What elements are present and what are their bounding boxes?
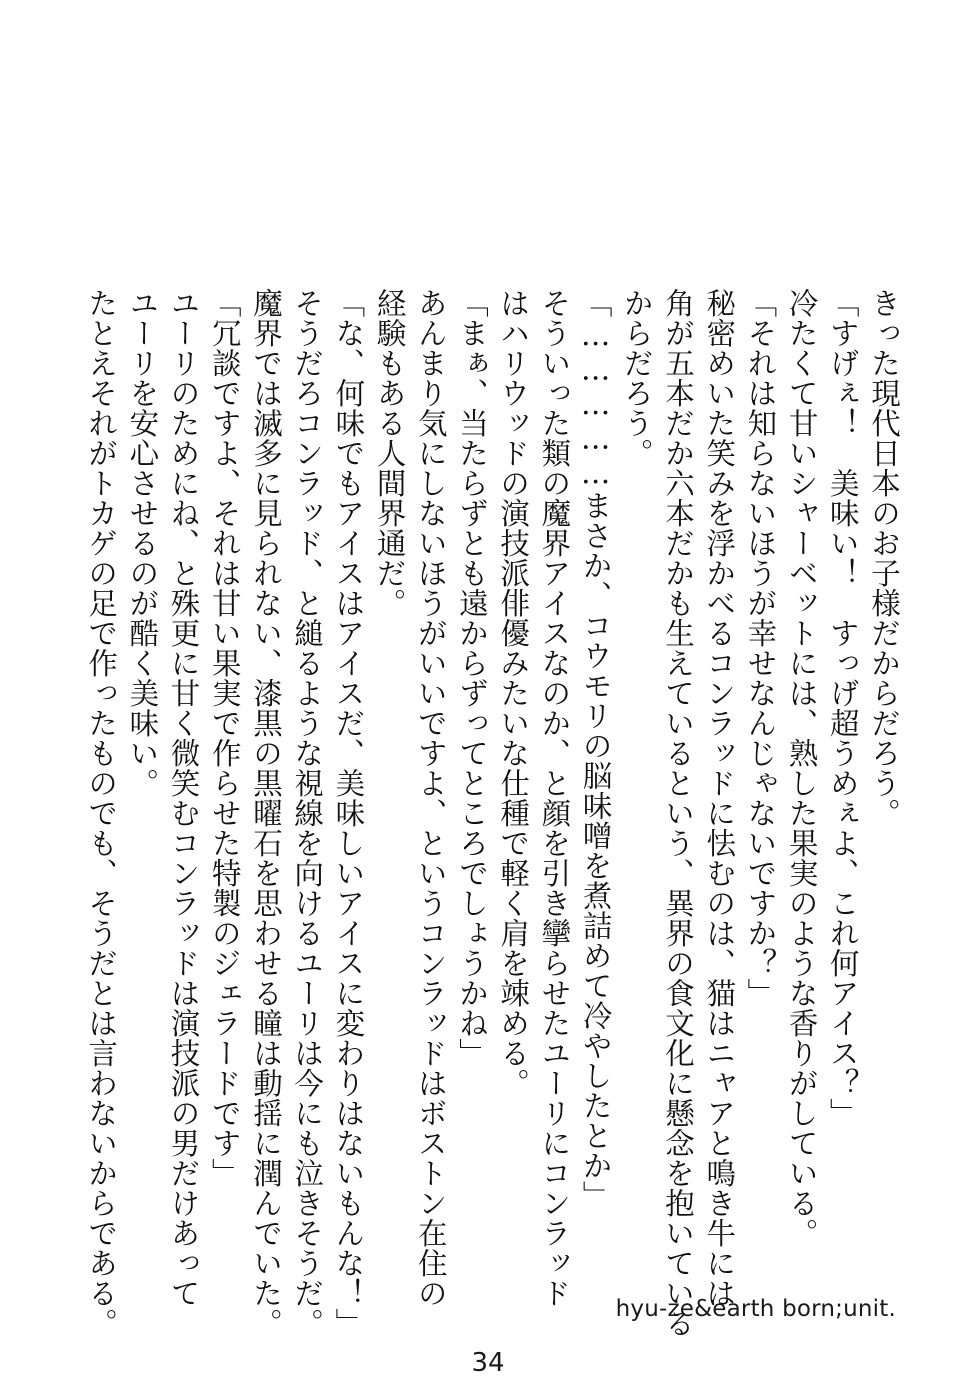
text-line: 「まぁ、当たらずとも遠からずってところでしょうかね」 [454,288,489,1068]
text-line: 秘密めいた笑みを浮かべるコンラッドに怯むのは、猫はニャアと鳴き牛には [702,288,737,1308]
page-number: 34 [471,1348,505,1378]
text-line: 「……………まさか、コウモリの脳味噌を煮詰めて冷やしたとか」 [578,288,613,1211]
text-line: 角が五本だか六本だかも生えているという、異界の食文化に懸念を抱いている [660,288,695,1338]
text-line: 「すげぇ！ 美味い！ すっげ超うめぇよ、これ何アイス？」 [825,288,860,1128]
text-line: 「それは知らないほうが幸せなんじゃないですか？」 [743,288,778,1008]
text-line: ユーリのためにね、と殊更に甘く微笑むコンラッドは演技派の男だけあって [166,288,201,1308]
text-line: はハリウッドの演技派俳優みたいな仕種で軽く肩を竦める。 [496,288,531,1098]
text-line: 魔界では滅多に見られない、漆黒の黒曜石を思わせる瞳は動揺に潤んでいた。 [248,288,283,1338]
author-credit: hyu-ze&earth born;unit. [615,1296,896,1322]
text-line: 「な、何味でもアイスはアイスだ、美味しいアイスに変わりはないもんな！」 [331,288,366,1338]
text-line: そうだろコンラッド、と縋るような視線を向けるユーリは今にも泣きそうだ。 [290,288,325,1338]
text-line: ユーリを安心させるのが酷く美味い。 [125,288,160,798]
text-line: そういった類の魔界アイスなのか、と顔を引き攣らせたユーリにコンラッド [537,288,572,1308]
text-line: 「冗談ですよ、それは甘い果実で作らせた特製のジェラードです」 [207,288,242,1188]
text-line: あんまり気にしないほうがいいですよ、というコンラッドはボストン在住の [413,288,448,1308]
text-line: 冷たくて甘いシャーベットには、熟した果実のような香りがしている。 [784,288,819,1248]
text-line: 経験もある人間界通だ。 [372,288,407,618]
text-line: たとえそれがトカゲの足で作ったものでも、そうだとは言わないからである。 [84,288,119,1338]
text-line: きった現代日本のお子様だからだろう。 [867,288,901,828]
text-line: からだろう。 [619,288,654,468]
